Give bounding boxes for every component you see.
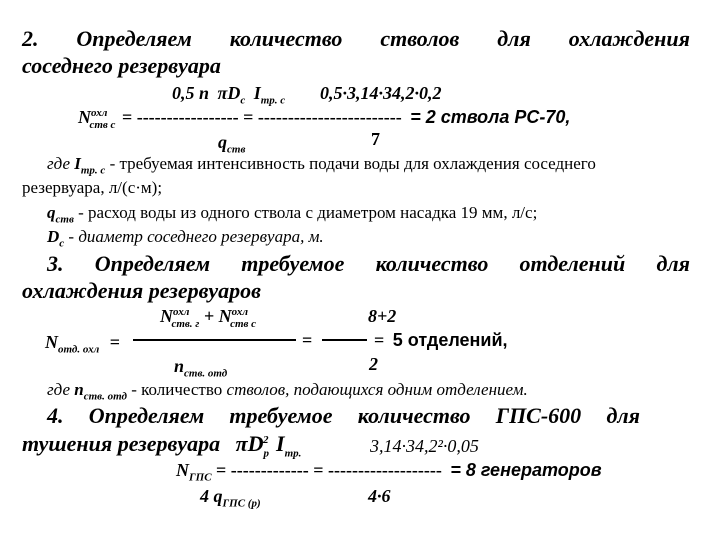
heading-word: количество	[357, 403, 471, 428]
section-3-heading-cont: охлаждения резервуаров	[22, 278, 262, 303]
heading-word: требуемое	[241, 251, 345, 276]
formula-1-numerator: 0,5 n $\pi D_c$ $I_{тр. с}$	[172, 83, 286, 107]
heading-word: для	[656, 251, 690, 276]
heading-word: количество	[229, 26, 343, 51]
formula-2-numerator: $N^{охл}_{ств. г} + N^{охл}_{ств с}$	[160, 306, 257, 330]
section-2-heading-cont: соседнего резервуара	[22, 53, 221, 78]
formula-1-dashes: = ----------------- = ------------------------	[121, 107, 402, 127]
formula-2-denominator-value: 2	[369, 354, 378, 374]
heading-word: Определяем	[76, 26, 192, 51]
formula-3-numerator-values: 3,14·34,2²·0,05	[370, 436, 479, 456]
formula-2-eq: =	[302, 330, 313, 350]
heading-word: стволов	[380, 26, 460, 51]
n-symbol: N	[78, 107, 91, 127]
formula-1-numerator-values: 0,5·3,14·34,2·0,2	[320, 83, 442, 103]
formula-2-numerator-values: 8+2	[368, 306, 397, 326]
formula-3-denominator-value: 4·6	[368, 486, 391, 506]
formula-1-denominator: $q_{ств}$	[218, 132, 246, 156]
heading-word: ГПС-600	[495, 403, 582, 428]
where-2: $q_{ств}$ - расход воды из одного ствола с диаметром насадка 19 мм, л/с;	[47, 203, 538, 226]
section-2-heading	[22, 28, 690, 50]
formula-3-denominator: 4 $q_{ГПС (р)}$	[200, 486, 261, 510]
heading-word: для	[606, 403, 640, 428]
formula-3-row: $N_{ГПС}$ = ------------- = ------------------- = 8 генераторов	[176, 460, 602, 484]
formula-1-result: = 2 ствола РС-70,	[410, 107, 571, 127]
heading-word: требуемое	[229, 403, 333, 428]
fraction-line	[133, 339, 296, 341]
heading-word: отделений	[519, 251, 626, 276]
heading-word: количество	[375, 251, 489, 276]
where-3: $D_c$ - диаметр соседнего резервуара, м.	[47, 227, 324, 250]
heading-word: 3.	[47, 251, 64, 276]
fraction-line	[322, 339, 367, 341]
heading-word: 4.	[47, 403, 64, 428]
formula-2-lhs: $N_{отд. охл}$ =	[45, 332, 121, 356]
heading-word: Определяем	[94, 251, 211, 276]
section-4-heading-cont: тушения резервуара $\pi D_р^2$ $I_{тр.}$	[22, 431, 302, 460]
formula-2-result: = 5 отделений,	[374, 330, 508, 350]
heading-word: Определяем	[88, 403, 205, 428]
heading-word: для	[497, 26, 531, 51]
formula-1-row: $N^{охл}_{ств с}$ = ----------------- = ------------------------ = 2 ствола РС-70,	[78, 107, 571, 131]
section-4-heading	[47, 405, 640, 427]
heading-word: 2.	[22, 26, 39, 51]
formula-1-denominator-value: 7	[371, 129, 380, 149]
section-3-heading	[47, 253, 690, 275]
formula-2-denominator: $n_{ств. отд}$	[174, 356, 228, 380]
where-1: где $I_{тр. с}$ - требуемая интенсивность подачи воды для охлаждения соседнего	[47, 154, 596, 177]
where-4: где $n_{ств. отд}$ - количество стволов, подающихся одним отделением.	[47, 380, 528, 403]
heading-word: охлаждения	[568, 26, 690, 51]
where-1-cont: резервуара, л/(с·м);	[22, 178, 163, 197]
